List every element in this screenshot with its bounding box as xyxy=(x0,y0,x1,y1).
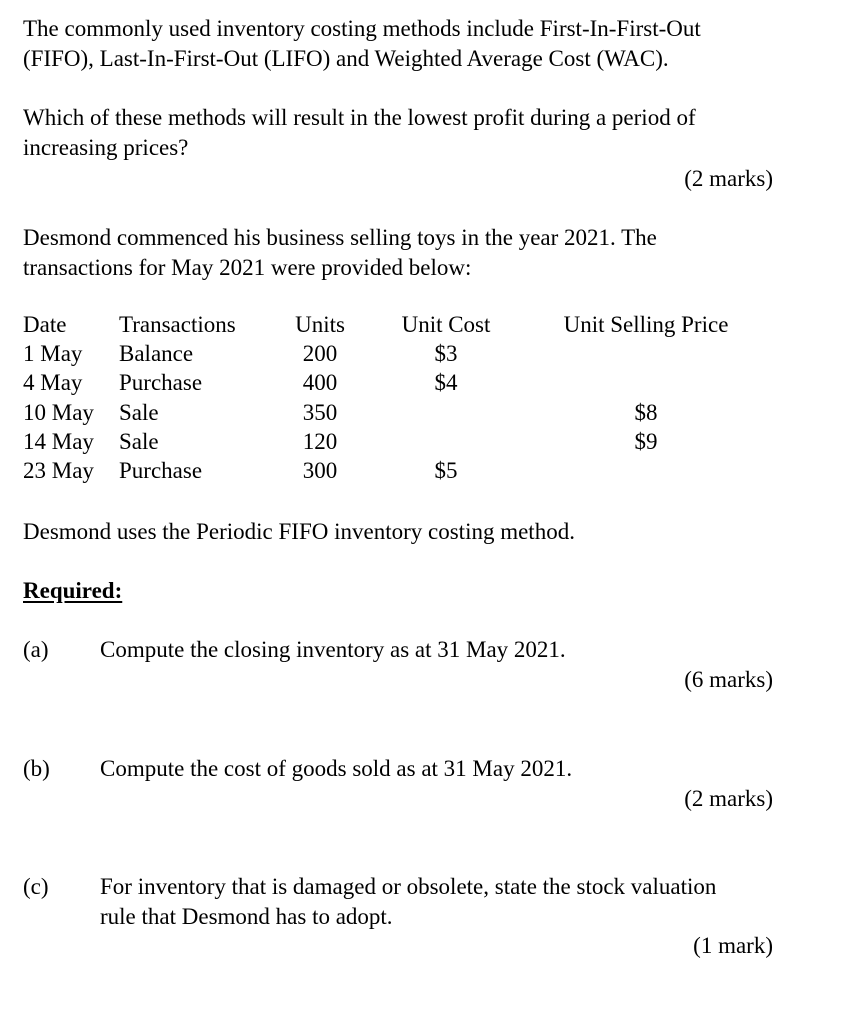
part-c-marks: (1 mark) xyxy=(693,933,773,958)
table-row-transaction: Sale xyxy=(119,400,159,425)
table-row-units: 350 xyxy=(302,400,338,425)
part-a-text: Compute the closing inventory as at 31 May 2021. xyxy=(100,637,566,662)
part-c-text xyxy=(100,872,773,932)
question-1 xyxy=(23,103,773,163)
header-unit-selling-price: Unit Selling Price xyxy=(563,312,729,337)
table-row-date: 1 May xyxy=(23,341,83,366)
table-row-units: 300 xyxy=(302,458,338,483)
table-row-unit-selling-price: $9 xyxy=(634,429,658,454)
table-row-transaction: Purchase xyxy=(119,370,203,395)
table-row-unit-cost: $4 xyxy=(434,370,458,395)
header-unit-cost: Unit Cost xyxy=(401,312,491,337)
intro-line-2: (FIFO), Last-In-First-Out (LIFO) and Weighted Average Cost (WAC). xyxy=(23,46,669,71)
part-c-line-2: rule that Desmond has to adopt. xyxy=(100,904,393,929)
table-row-transaction: Sale xyxy=(119,429,159,454)
intro-paragraph xyxy=(23,14,773,74)
part-b-label: (b) xyxy=(23,756,50,781)
part-c-line-1: For inventory that is damaged or obsolete, state the stock valuation xyxy=(100,874,717,899)
table-row-units: 200 xyxy=(302,341,338,366)
table-row-unit-cost: $5 xyxy=(434,458,458,483)
table-row-transaction: Purchase xyxy=(119,458,203,483)
table-row-units: 120 xyxy=(302,429,338,454)
part-a-marks: (6 marks) xyxy=(684,667,773,692)
question-1-line-1: Which of these methods will result in the lowest profit during a period of xyxy=(23,105,696,130)
question-1-line-2: increasing prices? xyxy=(23,135,189,160)
header-date: Date xyxy=(23,312,67,337)
header-transactions: Transactions xyxy=(119,312,236,337)
table-row-transaction: Balance xyxy=(119,341,194,366)
table-row-date: 4 May xyxy=(23,370,83,395)
table-row-date: 14 May xyxy=(23,429,94,454)
header-units: Units xyxy=(295,312,345,337)
table-row-date: 23 May xyxy=(23,458,94,483)
intro-line-1: The commonly used inventory costing methods include First-In-First-Out xyxy=(23,16,701,41)
table-row-units: 400 xyxy=(302,370,338,395)
question-1-marks: (2 marks) xyxy=(684,166,773,191)
method-note: Desmond uses the Periodic FIFO inventory costing method. xyxy=(23,519,575,544)
required-heading: Required: xyxy=(23,578,123,603)
scenario-line-2: transactions for May 2021 were provided below: xyxy=(23,255,472,280)
part-b-marks: (2 marks) xyxy=(684,786,773,811)
part-c-label: (c) xyxy=(23,874,49,899)
scenario-line-1: Desmond commenced his business selling toys in the year 2021. The xyxy=(23,225,657,250)
scenario-paragraph xyxy=(23,223,773,283)
part-b-text: Compute the cost of goods sold as at 31 May 2021. xyxy=(100,756,573,781)
transactions-table xyxy=(23,310,773,490)
part-a-label: (a) xyxy=(23,637,49,662)
table-row-date: 10 May xyxy=(23,400,94,425)
table-row-unit-selling-price: $8 xyxy=(634,400,658,425)
table-row-unit-cost: $3 xyxy=(434,341,458,366)
